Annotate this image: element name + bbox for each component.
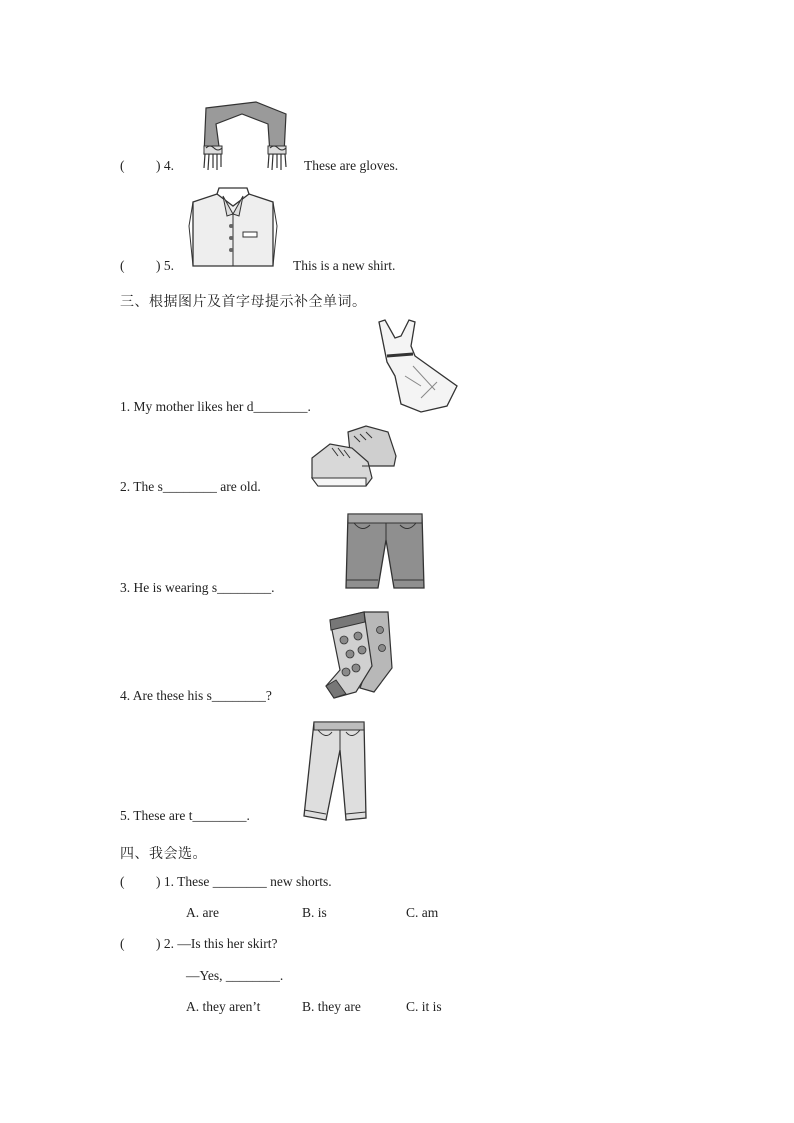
shirt-picture xyxy=(187,186,279,272)
trousers-picture xyxy=(300,718,370,824)
answer-paren-open[interactable]: ( xyxy=(120,874,125,889)
fill-sentence: 3. He is wearing s________. xyxy=(120,580,275,595)
option-a[interactable]: A. they aren’t xyxy=(186,999,261,1014)
section-4-title: 四、我会选。 xyxy=(120,846,207,862)
option-b[interactable]: B. they are xyxy=(302,999,361,1014)
answer-paren-open[interactable]: ( xyxy=(120,158,125,173)
question-stem: ) 1. These ________ new shorts. xyxy=(156,874,332,889)
answer-paren-open[interactable]: ( xyxy=(120,258,125,273)
question-stem: ) 2. —Is this her skirt? xyxy=(156,936,278,951)
fill-sentence: 1. My mother likes her d________. xyxy=(120,399,311,414)
item-number: ) 5. xyxy=(156,258,174,273)
shorts-picture xyxy=(342,510,428,594)
fill-sentence: 4. Are these his s________? xyxy=(120,688,272,703)
option-a[interactable]: A. are xyxy=(186,905,219,920)
option-c[interactable]: C. am xyxy=(406,905,439,920)
fill-sentence: 2. The s________ are old. xyxy=(120,479,261,494)
answer-paren-open[interactable]: ( xyxy=(120,936,125,951)
option-b[interactable]: B. is xyxy=(302,905,327,920)
answer-line: —Yes, ________. xyxy=(186,968,284,983)
sentence: This is a new shirt. xyxy=(293,258,396,273)
fill-sentence: 5. These are t________. xyxy=(120,808,250,823)
item-number: ) 4. xyxy=(156,158,174,173)
sneakers-picture xyxy=(308,422,400,492)
socks-picture xyxy=(322,608,404,702)
section-3-title: 三、根据图片及首字母提示补全单词。 xyxy=(120,294,367,310)
dress-picture xyxy=(365,316,461,414)
sentence: These are gloves. xyxy=(304,158,399,173)
option-c[interactable]: C. it is xyxy=(406,999,442,1014)
scarf-picture xyxy=(186,98,294,174)
